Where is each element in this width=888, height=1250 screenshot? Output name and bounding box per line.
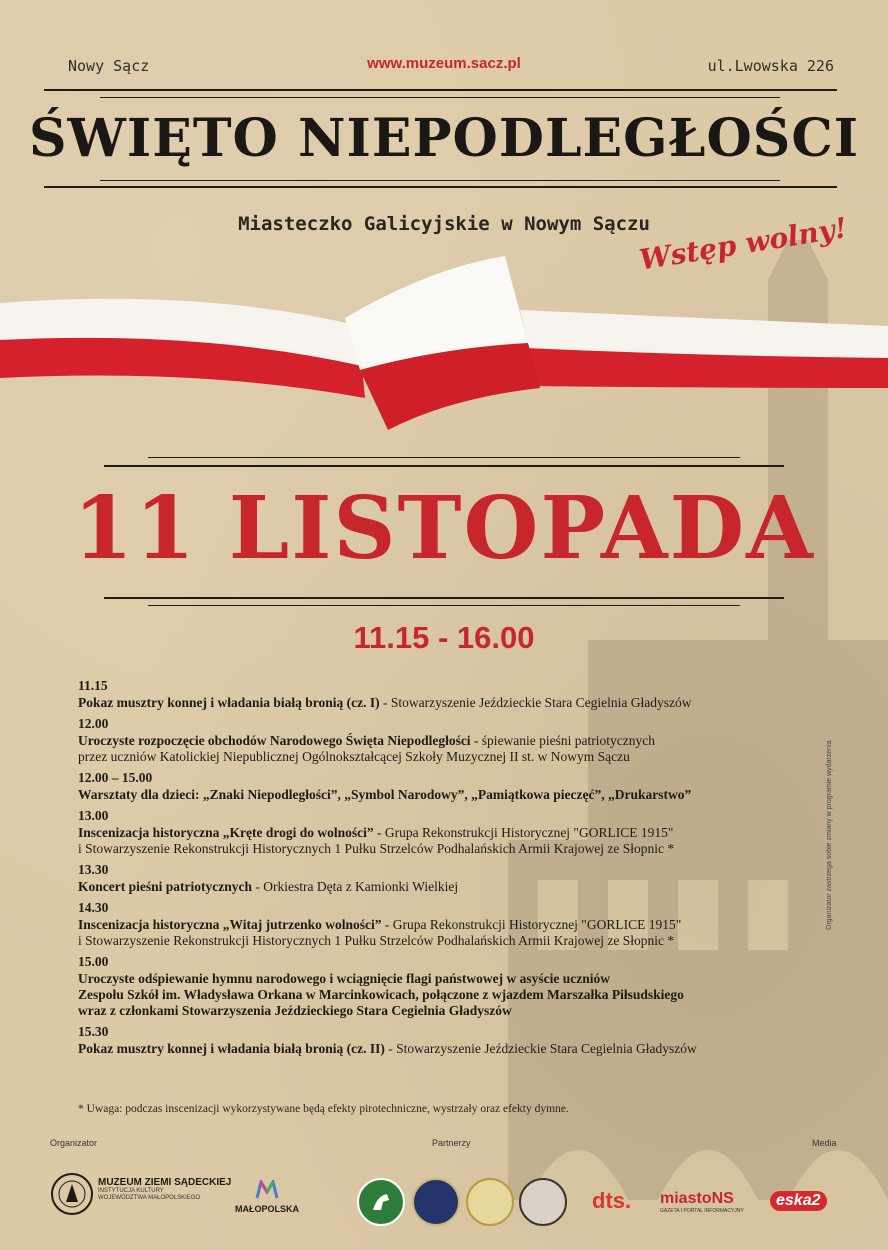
program-line: wraz z członkami Stowarzyszenia Jeździeckiego Stara Cegielnia Gładyszów [78, 1003, 512, 1018]
program-time: 13.00 [78, 808, 109, 823]
city-label: Nowy Sącz [68, 57, 150, 75]
polish-flag-ribbon [0, 248, 888, 438]
program-line: i Stowarzyszenie Rekonstrukcji Historycznych 1 Pułku Strzelców Podhalańskich Armii Krajowej ze Słopnic * [78, 933, 675, 948]
dts-logo[interactable]: dts. [592, 1188, 632, 1213]
malopolska-label: MAŁOPOLSKA [235, 1204, 299, 1214]
malopolska-logo[interactable] [233, 1180, 301, 1214]
program-line: Uroczyste odśpiewanie hymnu narodowego i wciągnięcie flagi państwowej w asyście uczniów [78, 971, 610, 986]
event-program [78, 676, 798, 1060]
divider [104, 597, 784, 599]
program-change-disclaimer: Organizator zastrzega sobie zmiany w programie wydarzenia [826, 740, 833, 930]
program-time: 12.00 [78, 716, 109, 731]
program-line: przez uczniów Katolickiej Niepublicznej Ogólnokształcącej Szkoły Muzycznej II st. w Nowym Sączu [78, 749, 630, 764]
museum-name: MUZEUM ZIEMI SĄDECKIEJ [98, 1177, 232, 1188]
address-label: ul.Lwowska 226 [707, 57, 834, 75]
divider [44, 186, 837, 188]
program-time: 12.00 – 15.00 [78, 770, 153, 785]
miastons-logo[interactable] [660, 1190, 744, 1214]
program-line: Warsztaty dla dzieci: „Znaki Niepodległości”, „Symbol Narodowy”, „Pamiątkowa pieczęć”, „Drukarstwo” [78, 787, 692, 802]
program-line: Koncert pieśni patriotycznych - Orkiestra Dęta z Kamionki Wielkiej [78, 879, 459, 894]
museum-logo[interactable] [50, 1172, 94, 1220]
program-time: 15.30 [78, 1024, 109, 1039]
museum-text [98, 1177, 231, 1202]
divider [148, 457, 740, 458]
program-line: Inscenizacja historyczna „Witaj jutrzenko wolności” - Grupa Rekonstrukcji Historycznej "GORLICE 1915" [78, 917, 682, 932]
divider [104, 465, 784, 467]
partners-label: Partnerzy [432, 1138, 471, 1148]
divider [100, 180, 780, 181]
program-item [78, 898, 798, 949]
program-item [78, 1022, 798, 1057]
stara-cegielnia-logo[interactable] [357, 1178, 405, 1226]
gorlice-1915-logo[interactable] [466, 1178, 514, 1226]
partner-seal-logo[interactable] [412, 1178, 460, 1226]
program-item [78, 860, 798, 895]
website-link[interactable]: www.muzeum.sacz.pl [367, 55, 521, 72]
pyrotechnics-note: * Uwaga: podczas inscenizacji wykorzystywane będą efekty pirotechniczne, wystrzały oraz efekty dymne. [78, 1103, 569, 1115]
program-time: 13.30 [78, 862, 109, 877]
program-line: Uroczyste rozpoczęcie obchodów Narodowego Święta Niepodległości - śpiewanie pieśni patriotycznych [78, 733, 656, 748]
horse-icon [359, 1180, 403, 1224]
event-time-range: 11.15 - 16.00 [353, 620, 535, 655]
program-line: Pokaz musztry konnej i władania białą bronią (cz. II) - Stowarzyszenie Jeździeckie Stara Cegielnia Gładyszów [78, 1041, 697, 1056]
program-time: 11.15 [78, 678, 108, 693]
miastons-label: miastoNS [660, 1190, 734, 1207]
program-line: Inscenizacja historyczna „Kręte drogi do wolności” - Grupa Rekonstrukcji Historycznej "GORLICE 1915" [78, 825, 674, 840]
divider [100, 97, 780, 98]
program-line: i Stowarzyszenie Rekonstrukcji Historycznych 1 Pułku Strzelców Podhalańskich Armii Krajowej ze Słopnic * [78, 841, 675, 856]
media-label: Media [812, 1138, 837, 1148]
program-item [78, 676, 798, 711]
divider [148, 605, 740, 606]
miastons-sub: GAZETA I PORTAL INFORMACYJNY [660, 1208, 744, 1214]
program-line: Pokaz musztry konnej i władania białą bronią (cz. I) - Stowarzyszenie Jeździeckie Stara Cegielnia Gładyszów [78, 695, 692, 710]
event-date: 11 LISTOPADA [73, 478, 815, 579]
reconstruction-group-logo[interactable] [519, 1178, 567, 1226]
program-item [78, 768, 798, 803]
program-item [78, 952, 798, 1019]
page-title: ŚWIĘTO NIEPODLEGŁOŚCI [28, 108, 860, 169]
museum-subtitle: INSTYTUCJA KULTURY [98, 1188, 164, 1194]
divider [44, 89, 837, 91]
museum-subtitle: WOJEWÓDZTWA MAŁOPOLSKIEGO [98, 1195, 201, 1201]
program-time: 15.00 [78, 954, 109, 969]
program-line: Zespołu Szkół im. Władysława Orkana w Marcinkowicach, połączone z wjazdem Marszałka Piłsudskiego [78, 987, 684, 1002]
subtitle: Miasteczko Galicyjskie w Nowym Sączu [238, 213, 650, 235]
free-admission-label: Wstęp wolny! [637, 211, 850, 277]
museum-seal-icon [50, 1172, 94, 1216]
eska2-logo[interactable]: eska2 [770, 1191, 827, 1211]
program-item [78, 806, 798, 857]
program-time: 14.30 [78, 900, 109, 915]
malopolska-m-icon [255, 1180, 279, 1200]
organizer-label: Organizator [50, 1138, 98, 1148]
program-item [78, 714, 798, 765]
